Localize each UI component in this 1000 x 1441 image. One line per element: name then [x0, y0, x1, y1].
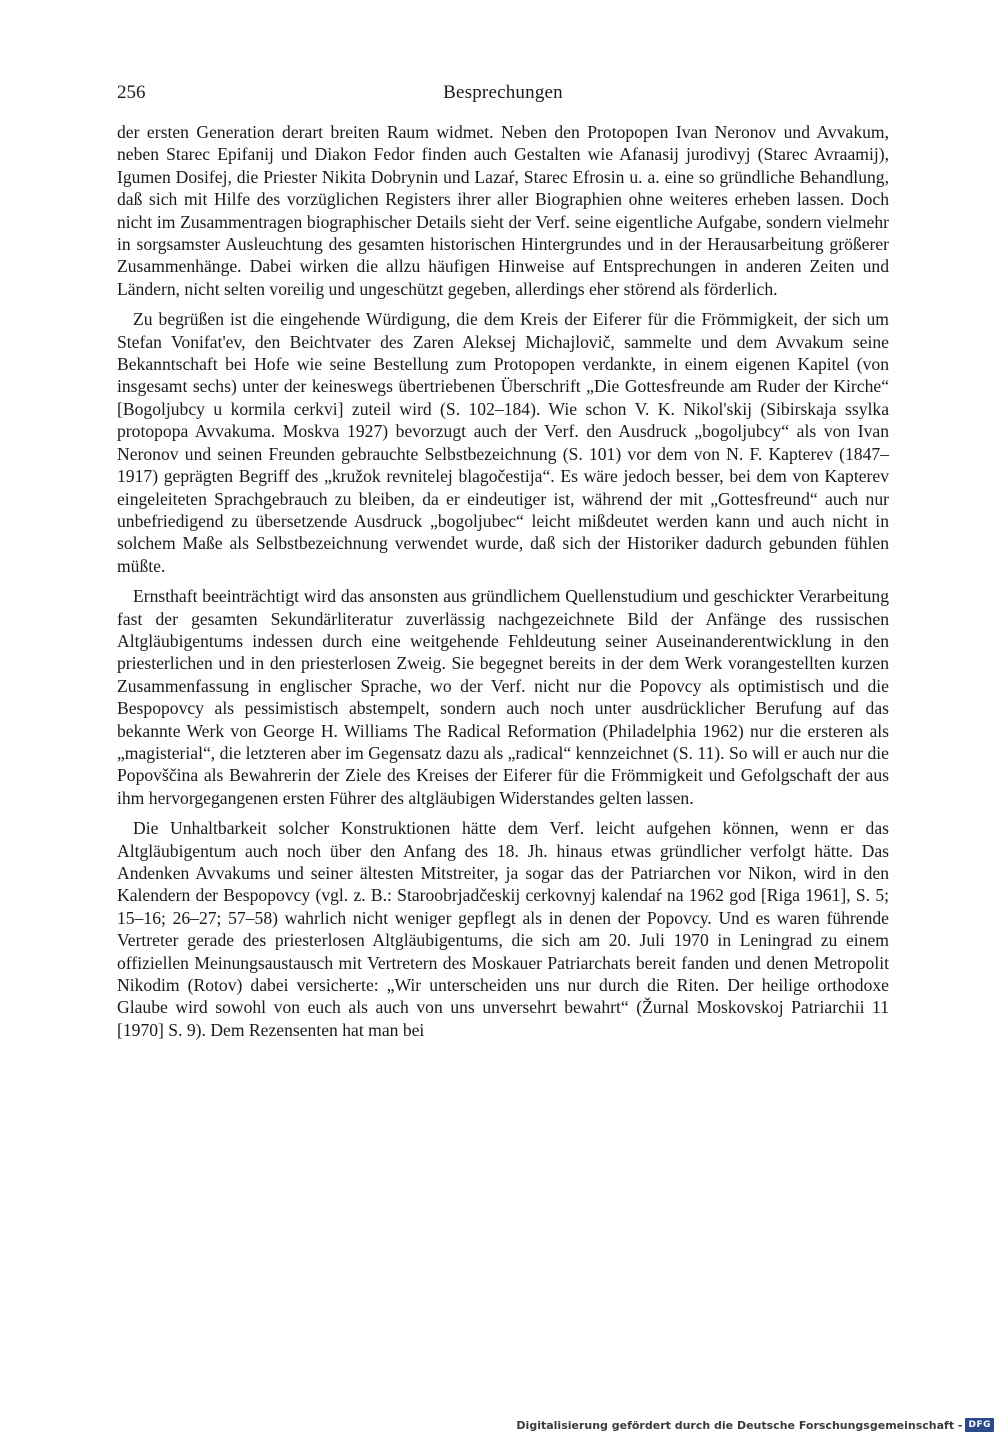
running-head: Besprechungen [443, 82, 563, 103]
paragraph: Ernsthaft beeinträchtigt wird das ansonsten aus gründlichem Quellenstudium und geschickter Verarbeitung fast der gesamten Sekundärliteratur zuverlässig nachgezeichnete Bild der Anfänge des russischen Altgläubigentums indessen durch eine weitgehende Fehldeutung seiner Auseinanderentwicklung in den priesterlichen und in den priesterlosen Zweig. Sie begegnet bereits in der dem Werk vorangestellten kurzen Zusammenfassung in englischer Sprache, wo der Verf. nicht nur die Popovcy als optimistisch und die Bespopovcy als pessimistisch abstempelt, sondern auch noch unter ausdrücklicher Berufung auf das bekannte Werk von George H. Williams The Radical Reformation (Philadelphia 1962) nur die ersteren als „magisterial“, die letzteren aber im Gegensatz dazu als „radical“ kennzeichnet (S. 11). So will er auch nur die Popovščina als Bewahrerin der Ziele des Kreises der Eiferer für die Frömmigkeit und Gefolgschaft der aus ihm hervorgegangenen ersten Führer des altgläubigen Widerstandes gelten lassen. [117, 586, 889, 808]
body-text [117, 121, 889, 1041]
digitization-footer [516, 1416, 994, 1434]
page-header [117, 82, 889, 108]
page-number: 256 [117, 82, 146, 103]
paragraph: Zu begrüßen ist die eingehende Würdigung, die dem Kreis der Eiferer für die Frömmigkeit, der sich um Stefan Vonifat'ev, den Beichtvater des Zaren Aleksej Michajlovič, sammelte und dem Avvakum seine Bekanntschaft bei Hofe wie seine Bestellung zum Protopopen verdankte, in einem eigenen Kapitel (von insgesamt sechs) unter der keineswegs übertriebenen Überschrift „Die Gottesfreunde am Ruder der Kirche“ [Bogoljubcy u kormila cerkvi] zuteil wird (S. 102–184). Wie schon V. K. Nikol'skij (Sibirskaja ssylka protopopa Avvakuma. Moskva 1927) bevorzugt auch der Verf. den Ausdruck „bogoljubcy“ als von Ivan Neronov und seinen Freunden gebrauchte Selbstbezeichnung (S. 101) vor dem von N. F. Kapterev (1847–1917) geprägten Begriff des „kružok revnitelej blagočestija“. Es wäre jedoch besser, bei dem von Kapterev eingeleiteten Sprachgebrauch zu bleiben, da er eindeutiger ist, während der mit „Gottesfreund“ auch nur unbefriedigend zu übersetzende Ausdruck „bogoljubec“ leicht mißdeutet werden kann und auch nicht in solchem Maße als Selbstbezeichnung verwendet wurde, daß sich der Historiker dadurch gebunden fühlen müßte. [117, 309, 889, 576]
dfg-logo: DFG [965, 1418, 994, 1432]
paragraph: der ersten Generation derart breiten Raum widmet. Neben den Protopopen Ivan Neronov und Avvakum, neben Starec Epifanij und Diakon Fedor finden auch Gestalten wie Afanasij jurodivyj (Starec Avraamij), Igumen Dosifej, die Priester Nikita Dobrynin und Lazaŕ, Starec Efrosin u. a. eine so gründliche Behandlung, daß sich mit Hilfe des vorzüglichen Registers ihrer aller Biographien ohne weiteres erheben lassen. Doch nicht im Zusammentragen biographischer Details sieht der Verf. seine eigentliche Aufgabe, sondern vielmehr in sorgsamster Ausleuchtung des gesamten historischen Hintergrundes und in der Herausarbeitung größerer Zusammenhänge. Dabei wirken die allzu häufigen Hinweise auf Entsprechungen in anderen Zeiten und Ländern, nicht selten voreilig und ungeschützt gegeben, allerdings eher störend als förderlich. [117, 122, 889, 299]
paragraph: Die Unhaltbarkeit solcher Konstruktionen hätte dem Verf. leicht aufgehen können, wenn er das Altgläubigentum auch noch über den Anfang des 18. Jh. hinaus etwas gründlicher verfolgt hätte. Das Andenken Avvakums und seiner ältesten Mitstreiter, ja sogar das der Patriarchen vor Nikon, wird in den Kalendern der Bespopovcy (vgl. z. B.: Staroobrjadčeskij cerkovnyj kalendaŕ na 1962 god [Riga 1961], S. 5; 15–16; 26–27; 57–58) wahrlich nicht weniger gepflegt als in denen der Popovcy. Und es waren führende Vertreter gerade des priesterlosen Altgläubigentums, die sich am 20. Juli 1970 in Leningrad zu einem offiziellen Meinungsaustausch mit Vertretern des Moskauer Patriarchats bereit fanden und denen Metropolit Nikodim (Rotov) dabei versicherte: „Wir unterscheiden uns nur durch die Riten. Der heilige orthodoxe Glaube wird sowohl von euch als auch von uns unversehrt bewahrt“ (Žurnal Moskovskoj Patriarchii 11 [1970] S. 9). Dem Rezensenten hat man bei [117, 818, 889, 1040]
funding-notice: Digitalisierung gefördert durch die Deutsche Forschungsgemeinschaft - [516, 1418, 963, 1432]
